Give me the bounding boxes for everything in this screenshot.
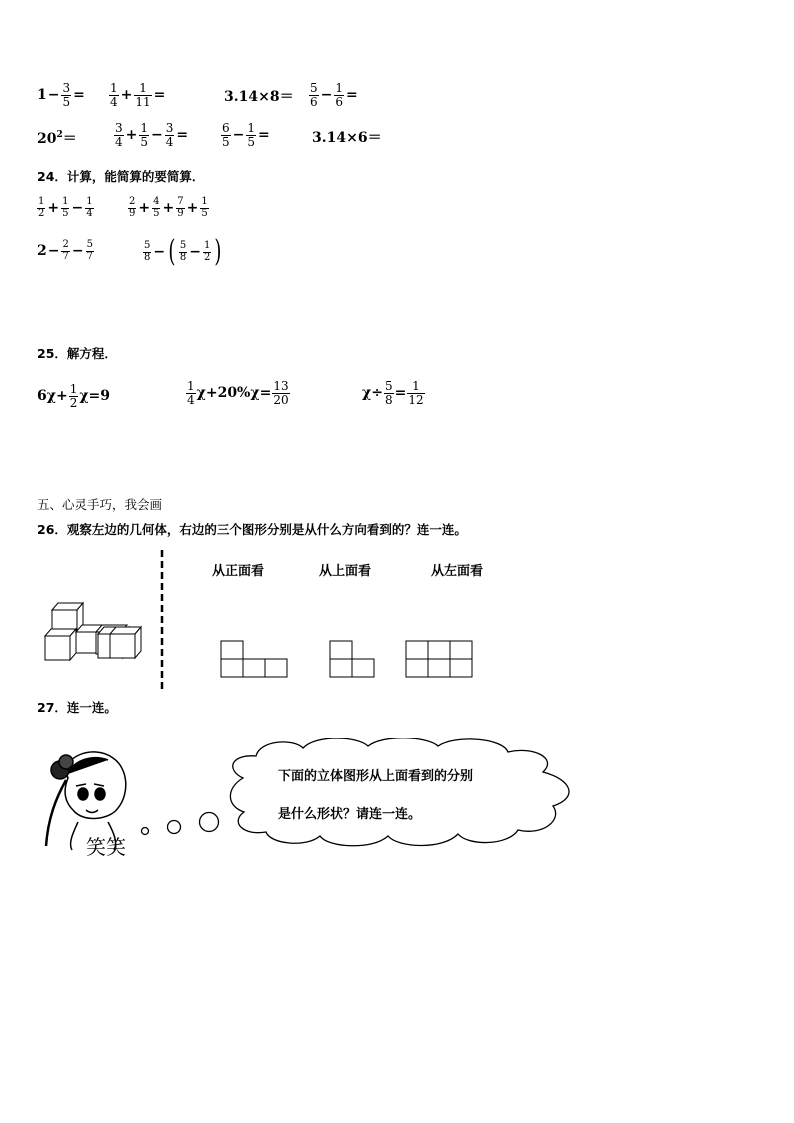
view-label-front: 从正面看 [212, 564, 265, 579]
thought-cloud [230, 738, 569, 846]
expr-6-5-minus-1-5: $\frac{6}{5}$ − $\frac{1}{5}$ = [222, 121, 270, 149]
view-shape-a [221, 641, 287, 677]
expr-1-4-plus-1-11: $\frac{1}{4}$ + $\frac{1}{11}$ = [110, 81, 166, 109]
question-24-title: 24．计算，能简算的要简算． [37, 169, 205, 184]
view-shape-c [406, 641, 472, 677]
q26-figure [38, 548, 498, 693]
thought-dot-small [142, 828, 149, 835]
expr-3-14-times-6: 3.14×6＝ [312, 130, 382, 146]
expr-q24-a: $\frac{1}{2}$ + $\frac{1}{5}$ − $\frac{1}{4}$ [38, 196, 93, 219]
view-label-top: 从上面看 [319, 564, 372, 579]
section-5-heading: 五、心灵手巧，我会画 [37, 497, 163, 512]
question-27-title: 27．连一连。 [37, 700, 117, 715]
thought-dot-medium [168, 821, 181, 834]
bubble-text-line1: 下面的立体图形从上面看到的分别 [278, 769, 474, 784]
cube-bottom-left [45, 629, 76, 660]
expr-q24-b: $\frac{2}{9}$ + $\frac{4}{5}$ + $\frac{7}{9}$ + $\frac{1}{5}$ [129, 196, 208, 219]
q27-figure [38, 738, 598, 868]
cube-right-3 [110, 627, 141, 658]
equation-q25-c: χ÷ $\frac{5}{8}$ = $\frac{1}{12}$ [362, 379, 424, 407]
expr-q24-d: $\frac{5}{8}$ − ( $\frac{5}{8}$ − $\frac{1}{2}$ ) [144, 234, 222, 269]
expr-3-14-times-8: 3.14×8＝ [224, 89, 294, 105]
question-26-title: 26．观察左边的几何体，右边的三个图形分别是从什么方向看到的？连一连。 [37, 522, 467, 537]
view-shape-b [330, 641, 374, 677]
cube-solid [45, 603, 141, 660]
thought-dot-large [200, 813, 219, 832]
view-label-left: 从左面看 [431, 564, 484, 579]
bubble-text-line2: 是什么形状？请连一连。 [278, 807, 422, 822]
expr-5-6-minus-1-6: $\frac{5}{6}$ − $\frac{1}{6}$ = [310, 81, 358, 109]
expr-3-4-plus-1-5-minus-3-4: $\frac{3}{4}$ + $\frac{1}{5}$ − $\frac{3}{4}$ = [115, 121, 189, 149]
equation-q25-a: 6χ+ $\frac{1}{2}$ χ=9 [37, 382, 111, 410]
cube-top [52, 603, 83, 632]
girl-name-label: 笑笑 [86, 835, 126, 859]
expr-1-minus-3-5: 1− $\frac{3}{5}$ = [37, 81, 85, 109]
expr-q24-c: 2− $\frac{2}{7}$ − $\frac{5}{7}$ [37, 239, 93, 262]
expr-20-squared: $20^2=$ [37, 130, 77, 147]
equation-q25-b: $\frac{1}{4}$ χ+20%χ= $\frac{13}{20}$ [187, 379, 289, 407]
question-25-title: 25．解方程． [37, 346, 117, 361]
